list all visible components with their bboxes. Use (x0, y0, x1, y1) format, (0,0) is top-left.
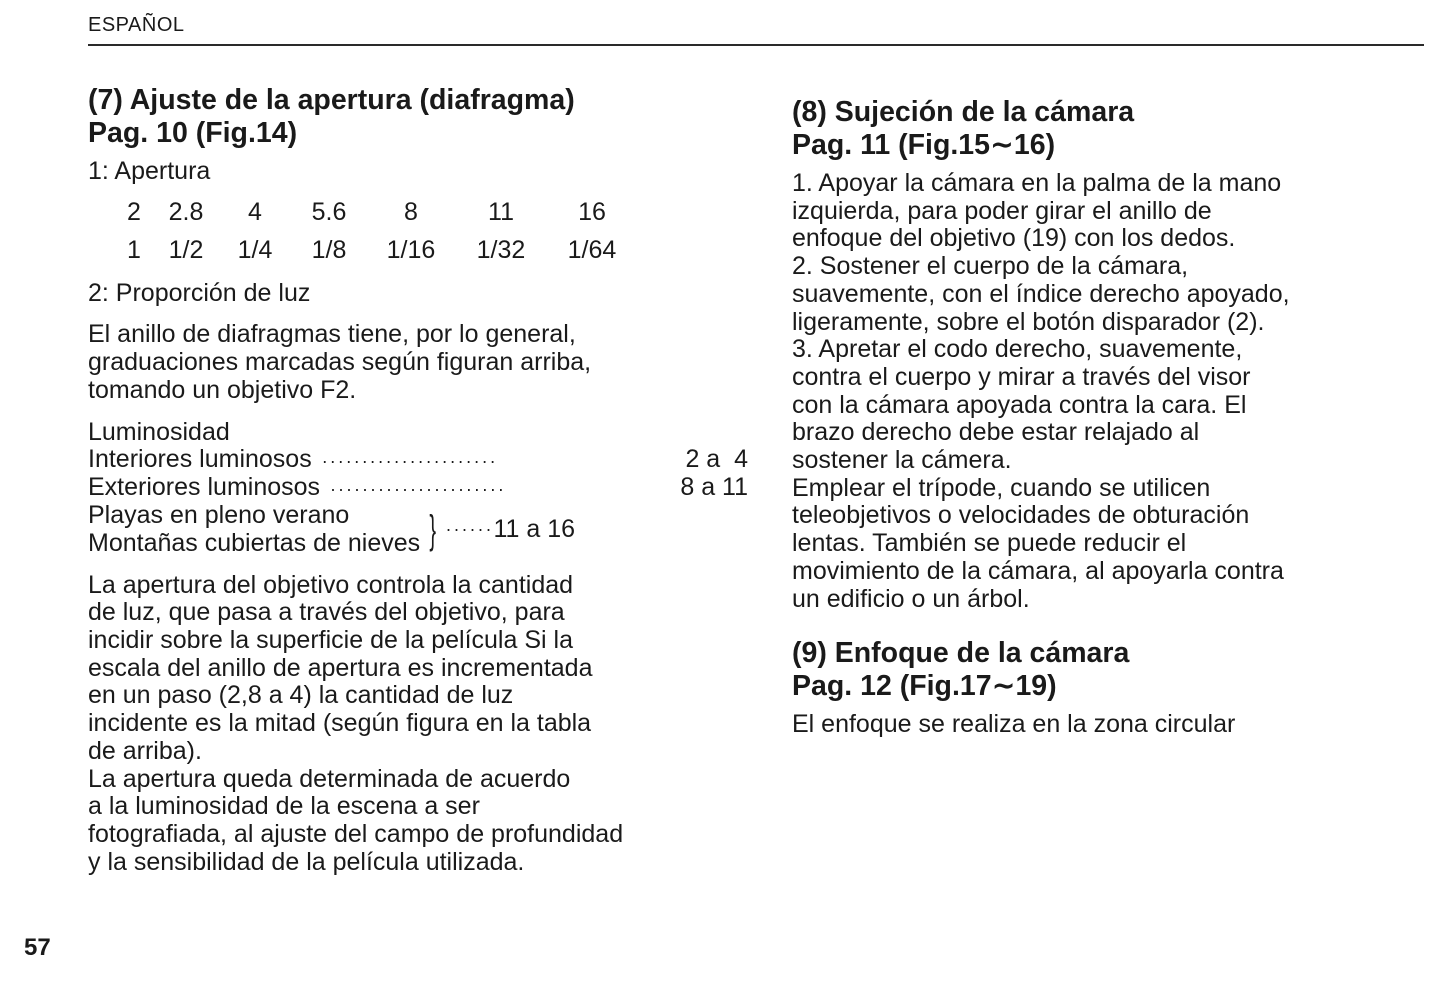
text-line: incidir sobre la superficie de la película Si la (88, 626, 573, 655)
brace-icon: } (429, 507, 437, 552)
section-7-page-ref: Pag. 10 (Fig.14) (88, 117, 298, 149)
luminosity-name: Montañas cubiertas de nieves (88, 528, 421, 557)
body-paragraph (88, 572, 748, 877)
luminosity-group (88, 502, 748, 557)
language-header: ESPAÑOL (88, 14, 185, 36)
right-column (792, 96, 1412, 739)
fnumber-cell: 2 (127, 197, 141, 226)
luminosity-row (88, 474, 748, 502)
text-line: con la cámara apoyada contra la cara. El (792, 390, 1247, 419)
luminosity-group-names (88, 502, 420, 557)
text-line: lentas. También se puede reducir el (792, 529, 1187, 558)
text-line: El enfoque se realiza en la zona circular (792, 710, 1236, 739)
luminosity-heading: Luminosidad (88, 417, 230, 446)
fnumber-cell: 8 (404, 197, 418, 226)
text-line: izquierda, para poder girar el anillo de (792, 196, 1212, 225)
text-line: sostener la cámera. (792, 446, 1012, 475)
page-number: 57 (24, 934, 51, 961)
fnumber-row (114, 194, 638, 232)
text-line: brazo derecho debe estar relajado al (792, 418, 1200, 447)
luminosity-name: Interiores luminosos (88, 445, 312, 474)
fnumber-cell: 11 (488, 197, 514, 226)
light-cell: 1/32 (476, 235, 526, 264)
text-line: fotografiada, al ajuste del campo de profundidad (88, 819, 624, 848)
luminosity-value: 2 a 4 (685, 445, 748, 474)
header-rule (88, 44, 1424, 46)
text-line: Emplear el trípode, cuando se utilicen (792, 473, 1211, 502)
text-line: suavemente, con el índice derecho apoyado, (792, 279, 1290, 308)
text-line: La apertura queda determinada de acuerdo (88, 764, 571, 793)
luminosity-table (88, 419, 748, 558)
section-9-title-line: (9) Enfoque de la cámara (792, 637, 1130, 670)
section-8-body (792, 170, 1412, 613)
text-line: teleobjetivos o velocidades de obturación (792, 501, 1250, 530)
text-line: ligeramente, sobre el botón disparador (2). (792, 307, 1265, 336)
section-9-body (792, 711, 1412, 739)
text-line: en un paso (2,8 a 4) la cantidad de luz (88, 681, 514, 710)
text-line: 3. Apretar el codo derecho, suavemente, (792, 335, 1243, 364)
text-line: tomando un objetivo F2. (88, 375, 357, 404)
section-8-title-line: (8) Sujeción de la cámara (792, 96, 1135, 128)
text-line: incidente es la mitad (según figura en la tabla (88, 709, 592, 738)
section-9-title (792, 637, 1412, 703)
text-line: y la sensibilidad de la película utilizada. (88, 847, 525, 876)
light-cell: 1/16 (386, 235, 436, 264)
section-7-title (88, 84, 748, 150)
luminosity-name: Playas en pleno verano (88, 501, 350, 530)
leader-dots: ······················ (321, 451, 498, 472)
fnumber-cell: 4 (248, 197, 262, 226)
light-cell: 1/8 (311, 235, 347, 264)
luminosity-name: Exteriores luminosos (88, 473, 321, 502)
light-cell: 1/4 (237, 235, 273, 264)
text-line: escala del anillo de apertura es incrementada (88, 653, 593, 682)
light-cell: 1/64 (567, 235, 617, 264)
section-9-page-ref: Pag. 12 (Fig.17∼19) (792, 670, 1057, 703)
light-cell: 1/2 (168, 235, 204, 264)
text-line: de luz, que pasa a través del objetivo, para (88, 598, 565, 627)
fnumber-cell: 5.6 (311, 197, 347, 226)
text-line: 1. Apoyar la cámara en la palma de la mano (792, 169, 1282, 197)
text-line: contra el cuerpo y mirar a través del visor (792, 362, 1251, 391)
text-line: movimiento de la cámara, al apoyarla contra (792, 556, 1284, 585)
section-8-page-ref: Pag. 11 (Fig.15∼16) (792, 129, 1056, 161)
section-8-title (792, 96, 1412, 162)
text-line: enfoque del objetivo (19) con los dedos. (792, 224, 1236, 253)
text-line: graduaciones marcadas según figuran arriba, (88, 348, 592, 377)
section-7-title-line: (7) Ajuste de la apertura (diafragma) (88, 84, 575, 116)
luminosity-row (88, 446, 748, 474)
light-cell: 1 (127, 235, 141, 264)
luminosity-value: 8 a 11 (680, 473, 748, 502)
light-ratio-row (114, 232, 638, 270)
text-line: un edificio o un árbol. (792, 584, 1030, 613)
intro-paragraph (88, 321, 748, 404)
aperture-label: 1: Apertura (88, 157, 211, 185)
text-line: de arriba). (88, 736, 202, 765)
fnumber-cell: 16 (578, 197, 606, 226)
luminosity-value: 11 a 16 (493, 515, 576, 544)
text-line: El anillo de diafragmas tiene, por lo general, (88, 320, 576, 349)
left-column (88, 84, 748, 876)
light-ratio-label: 2: Proporción de luz (88, 278, 311, 307)
fnumber-cell: 2.8 (168, 197, 204, 226)
text-line: 2. Sostener el cuerpo de la cámara, (792, 252, 1189, 281)
leader-dots: ······ (445, 519, 494, 540)
text-line: a la luminosidad de la escena a ser (88, 792, 480, 821)
text-line: La apertura del objetivo controla la cantidad (88, 570, 574, 599)
aperture-table (114, 194, 638, 270)
leader-dots: ······················ (330, 479, 506, 500)
